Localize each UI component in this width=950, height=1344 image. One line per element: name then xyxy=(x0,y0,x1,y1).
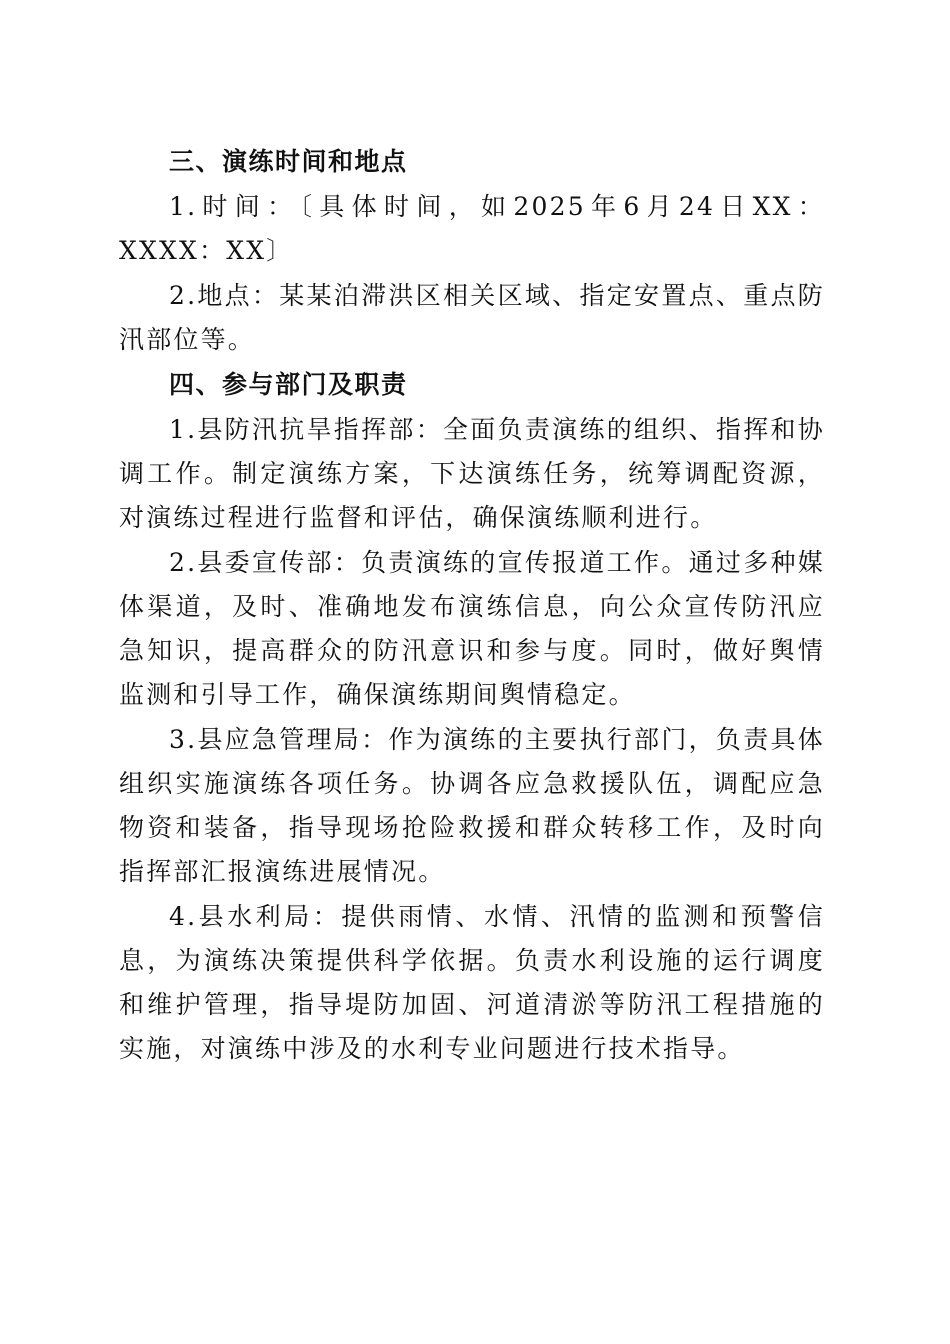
paragraph-time: 1.时间：〔具体时间，如2025年6月24日XX：XXXX：XX〕 xyxy=(119,192,825,265)
paragraph-location: 2.地点：某某泊滞洪区相关区域、指定安置点、重点防汛部位等。 xyxy=(119,281,825,354)
paragraph-emergency-bureau: 3.县应急管理局：作为演练的主要执行部门，负责具体组织实施演练各项任务。协调各应急救援队伍，调配应急物资和装备，指导现场抢险救援和群众转移工作，及时向指挥部汇报演练进展情况。 xyxy=(119,725,825,886)
section-heading-time-location: 三、演练时间和地点 xyxy=(169,147,408,176)
section-heading-departments: 四、参与部门及职责 xyxy=(169,370,408,399)
paragraph-flood-command: 1.县防汛抗旱指挥部：全面负责演练的组织、指挥和协调工作。制定演练方案，下达演练任务，统筹调配资源，对演练过程进行监督和评估，确保演练顺利进行。 xyxy=(119,415,825,532)
paragraph-publicity-dept: 2.县委宣传部：负责演练的宣传报道工作。通过多种媒体渠道，及时、准确地发布演练信息，向公众宣传防汛应急知识，提高群众的防汛意识和参与度。同时，做好舆情监测和引导工作，确保演练期间舆情稳定。 xyxy=(119,548,825,709)
document-body xyxy=(119,140,825,1072)
paragraph-water-bureau: 4.县水利局：提供雨情、水情、汛情的监测和预警信息，为演练决策提供科学依据。负责水利设施的运行调度和维护管理，指导堤防加固、河道清淤等防汛工程措施的实施，对演练中涉及的水利专业问题进行技术指导。 xyxy=(119,902,825,1063)
